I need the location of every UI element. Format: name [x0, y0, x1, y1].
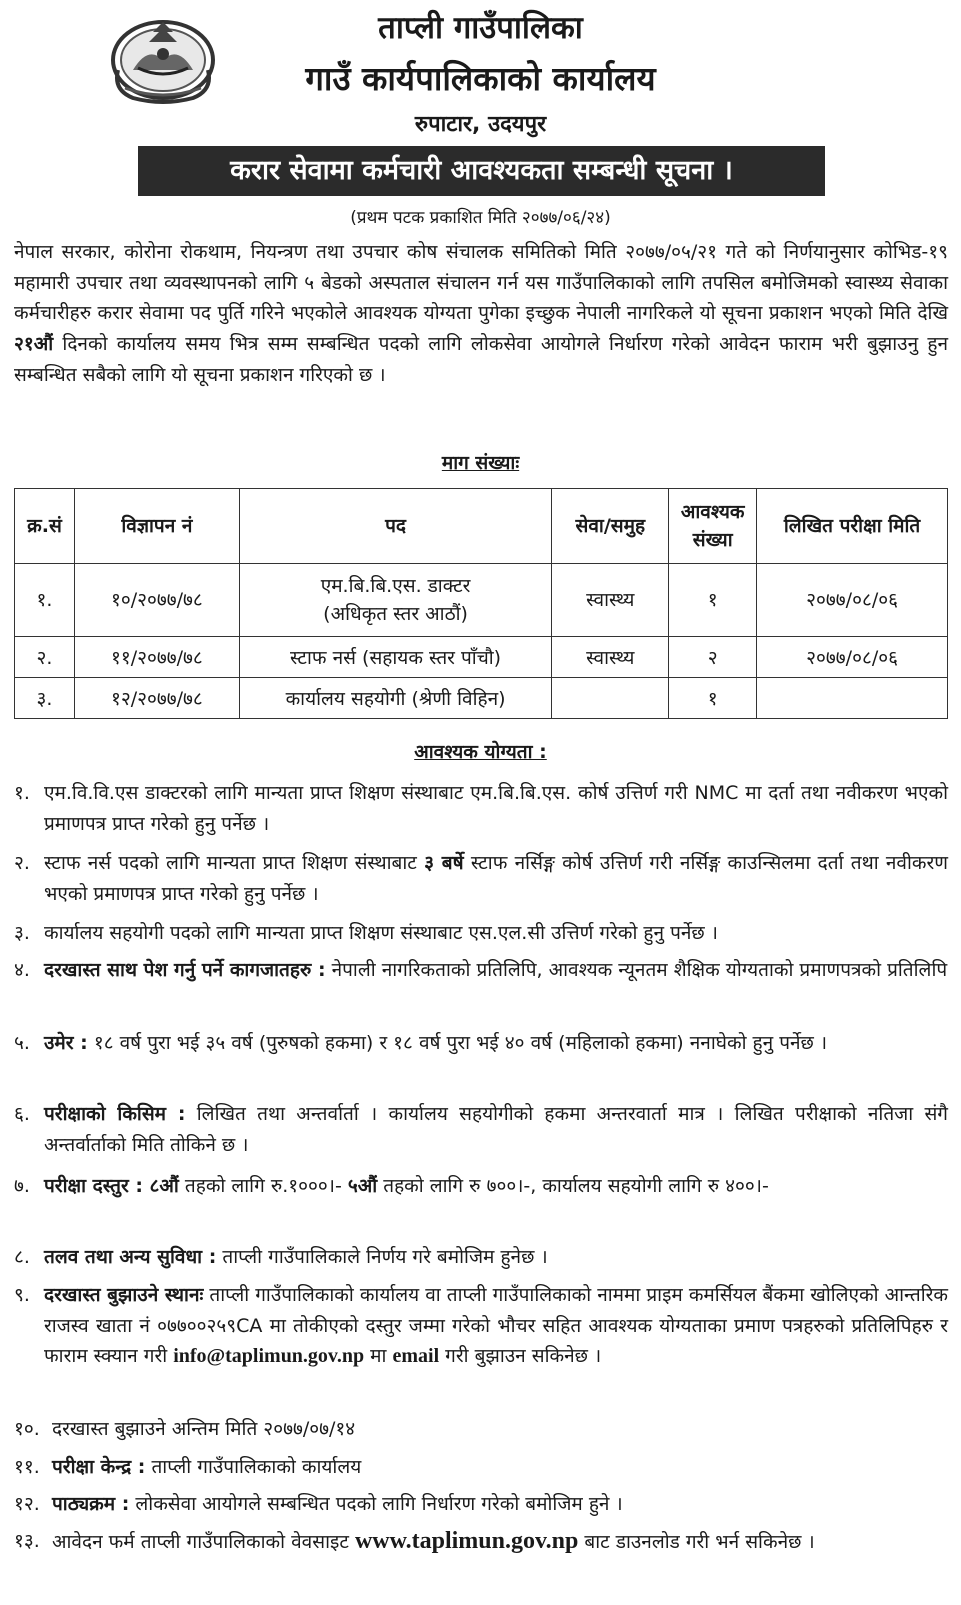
list-item — [14, 848, 948, 909]
item-number: २. — [14, 852, 30, 874]
intro-text-1: नेपाल सरकार, कोरोना रोकथाम, नियन्त्रण तथा उपचार कोष संचालक समितिको मिति २०७७/०५/२१ गते को निर्णयानुसार कोभिड-१९ महामारी उपचार तथा व्यवस्थापनको लागि ५ बेडको अस्पताल संचालन गर्न यस गाउँपालिकाको लागि तपसिल बमोजिमको स्वास्थ्य सेवाका कर्मचारीहरु करार सेवामा पद पुर्ति गरिने भएकोले आवश्यक योग्यता पुगेका इच्छुक नेपाली नागरिकले यो सूचना प्रकाशन भएको मिति देखि — [14, 241, 948, 325]
email-address[interactable]: info@taplimun.gov.np — [173, 1345, 365, 1367]
item-number: ३. — [14, 922, 30, 944]
item-number: १३. — [14, 1530, 40, 1552]
list-item — [14, 1526, 948, 1558]
cell-exam-date: २०७७/०८/०६ — [757, 564, 948, 637]
item-body — [44, 1280, 948, 1372]
list-item — [14, 1171, 948, 1202]
cell-sn: १. — [15, 564, 75, 637]
table-row — [15, 678, 948, 719]
item-number: १०. — [14, 1418, 40, 1440]
list-item — [14, 1028, 948, 1059]
item-number: ८. — [14, 1246, 30, 1268]
item-text: बाट डाउनलोड गरी भर्न सकिनेछ । — [584, 1531, 815, 1553]
col-header-required — [669, 489, 757, 564]
intro-text-2: दिनको कार्यालय समय भित्र सम्म सम्बन्धित पदको लागि लोकसेवा आयोगले निर्धारण गरेको आवेदन फाराम भरी बुझाउनु हुन सम्बन्धित सबैको लागि यो सूचना प्रकाशन गरिएको छ । — [14, 333, 948, 386]
cell-service: स्वास्थ्य — [552, 564, 669, 637]
item-text: आवेदन फर्म ताप्ली गाउँपालिकाको वेवसाइट — [52, 1531, 349, 1553]
cell-ad-no: १२/२०७७/७८ — [74, 678, 239, 719]
qualifications-heading: आवश्यक योग्यता : — [414, 741, 547, 763]
cell-post — [239, 564, 552, 637]
item-label: परीक्षा केन्द्र : — [52, 1456, 146, 1478]
item-label: पाठ्यक्रम : — [52, 1493, 130, 1515]
col-header-exam-date: लिखित परीक्षा मिति — [757, 489, 948, 564]
item-number: ७. — [14, 1175, 30, 1197]
cell-required: २ — [669, 637, 757, 678]
item-text: लोकसेवा आयोगले सम्बन्धित पदको लागि निर्धारण गरेको बमोजिम हुने । — [135, 1493, 623, 1515]
item-text: तहको लागि रु ७००।-, कार्यालय सहयोगी लागि रु ४००।- — [383, 1175, 769, 1197]
item-text: स्टाफ नर्स पदको लागि मान्यता प्राप्त शिक्षण संस्थाबाट — [44, 852, 417, 874]
item-text: गरी बुझाउन सकिनेछ । — [445, 1345, 602, 1367]
intro-paragraph — [14, 237, 948, 391]
demand-table — [14, 488, 948, 719]
list-item — [14, 778, 948, 839]
cell-exam-date — [757, 678, 948, 719]
cell-service — [552, 678, 669, 719]
published-date: (प्रथम पटक प्रकाशित मिति २०७७/०६/२४) — [350, 208, 611, 228]
item-text: दरखास्त बुझाउने अन्तिम मिति २०७७/०७/१४ — [52, 1418, 356, 1440]
table-row — [15, 564, 948, 637]
item-label: परीक्षाको किसिम : — [44, 1103, 186, 1125]
cell-sn: ३. — [15, 678, 75, 719]
col-header-sn: क्र.सं — [15, 489, 75, 564]
item-text: कार्यालय सहयोगी पदको लागि मान्यता प्राप्त शिक्षण संस्थाबाट एस.एल.सी उत्तिर्ण गरेको हुनु पर्नेछ । — [44, 922, 718, 944]
item-label: दरखास्त साथ पेश गर्नु पर्ने कागजातहरु : — [44, 959, 326, 981]
col-header-post: पद — [239, 489, 552, 564]
list-item — [14, 1489, 948, 1520]
cell-exam-date: २०७७/०८/०६ — [757, 637, 948, 678]
list-item — [14, 1099, 948, 1160]
list-item — [14, 955, 948, 986]
cell-post-line2: (अधिकृत स्तर आठौं) — [323, 603, 468, 625]
item-label: उमेर : — [44, 1032, 88, 1054]
item-body — [52, 1452, 948, 1483]
item-number: ५. — [14, 1032, 30, 1054]
item-body — [44, 955, 948, 986]
item-text: ताप्ली गाउँपालिकाको कार्यालय — [151, 1456, 362, 1478]
cell-ad-no: ११/२०७७/७८ — [74, 637, 239, 678]
item-text: मा — [370, 1345, 387, 1367]
demand-heading: माग संख्याः — [441, 452, 520, 474]
list-item — [14, 1452, 948, 1483]
list-item — [14, 1280, 948, 1372]
item-text: एम.वि.वि.एस डाक्टरको लागि मान्यता प्राप्त शिक्षण संस्थाबाट एम.बि.बि.एस. कोर्ष उत्तिर्ण गरी NMC मा दर्ता तथा नवीकरण भएको प्रमाणपत्र प्राप्त गरेको हुनु पर्नेछ । — [44, 782, 948, 835]
cell-sn: २. — [15, 637, 75, 678]
item-body — [44, 848, 948, 909]
col-header-ad-no: विज्ञापन नं — [74, 489, 239, 564]
item-bold-text: ३ बर्षे — [424, 852, 464, 874]
list-item — [14, 1414, 948, 1445]
cell-ad-no: १०/२०७७/७८ — [74, 564, 239, 637]
item-body — [52, 1489, 948, 1520]
item-label: परीक्षा दस्तुर : ८औं — [44, 1175, 179, 1197]
cell-post: स्टाफ नर्स (सहायक स्तर पाँचौ) — [239, 637, 552, 678]
deadline-day: २१औं — [14, 333, 54, 356]
col-header-required-line2: संख्या — [692, 529, 733, 551]
item-number: ११. — [14, 1456, 40, 1478]
table-row — [15, 637, 948, 678]
list-item — [14, 1242, 948, 1273]
item-number: १. — [14, 782, 30, 804]
item-text: नेपाली नागरिकताको प्रतिलिपि, आवश्यक न्यूनतम शैक्षिक योग्यताको प्रमाणपत्रको प्रतिलिपि — [331, 959, 948, 981]
cell-post: कार्यालय सहयोगी (श्रेणी विहिन) — [239, 678, 552, 719]
item-text: तहको लागि रु.१०००।- — [184, 1175, 342, 1197]
cell-required: १ — [669, 678, 757, 719]
email-word: email — [392, 1345, 440, 1367]
item-text: ताप्ली गाउँपालिकाको कार्यालय वा ताप्ली गाउँपालिकाको नाममा प्राइम कमर्सियल बैंकमा खोलिएको आन्तरिक राजस्व खाता नं ०७७००२५९CA मा तोकीएको दस्तुर जम्मा गरेको भौचर सहित आवश्यक योग्यताका प्रमाण पत्रहरुको प्रतिलिपिहरु र फाराम स्क्यान गरी — [44, 1284, 948, 1367]
item-label: तलव तथा अन्य सुविधा : — [44, 1246, 217, 1268]
list-item — [14, 918, 948, 949]
item-text: ताप्ली गाउँपालिकाले निर्णय गरे बमोजिम हुनेछ । — [222, 1246, 548, 1268]
cell-service: स्वास्थ्य — [552, 637, 669, 678]
website-link[interactable]: www.taplimun.gov.np — [354, 1528, 579, 1554]
item-number: १२. — [14, 1493, 40, 1515]
cell-required: १ — [669, 564, 757, 637]
item-number: ४. — [14, 959, 30, 981]
item-text: स्टाफ नर्सिङ्ग कोर्ष उत्तिर्ण गरी नर्सिङ्ग काउन्सिलमा दर्ता तथा नवीकरण भएको प्रमाणपत्र प्राप्त गरेको हुनु पर्नेछ । — [44, 852, 948, 905]
item-text: १८ वर्ष पुरा भई ३५ वर्ष (पुरुषको हकमा) र १८ वर्ष पुरा भई ४० वर्ष (महिलाको हकमा) ननाघेको हुनु पर्नेछ । — [93, 1032, 828, 1054]
col-header-required-line1: आवश्यक — [680, 501, 745, 523]
item-body — [44, 1028, 948, 1059]
item-body — [44, 1242, 948, 1273]
item-label: दरखास्त बुझाउने स्थानः — [44, 1284, 204, 1306]
item-body — [52, 1526, 948, 1558]
item-body — [44, 1099, 948, 1160]
item-number: ९. — [14, 1284, 30, 1306]
municipality-name: ताप्ली गाउँपालिका — [378, 10, 583, 46]
cell-post-line1: एम.बि.बि.एस. डाक्टर — [320, 575, 471, 597]
col-header-service: सेवा/समुह — [552, 489, 669, 564]
office-name: गाउँ कार्यपालिकाको कार्यालय — [305, 59, 656, 98]
item-body — [44, 1171, 948, 1202]
table-header-row — [15, 489, 948, 564]
item-number: ६. — [14, 1103, 30, 1125]
notice-title: करार सेवामा कर्मचारी आवश्यकता सम्बन्धी सूचना । — [138, 146, 825, 196]
office-address: रुपाटार, उदयपुर — [414, 112, 547, 137]
item-bold-text: ५औं — [347, 1175, 378, 1197]
item-text: लिखित तथा अन्तर्वार्ता । कार्यालय सहयोगीको हकमा अन्तरवार्ता मात्र । लिखित परीक्षाको नतिजा संगै अन्तर्वार्ताको मिति तोकिने छ । — [44, 1103, 948, 1156]
